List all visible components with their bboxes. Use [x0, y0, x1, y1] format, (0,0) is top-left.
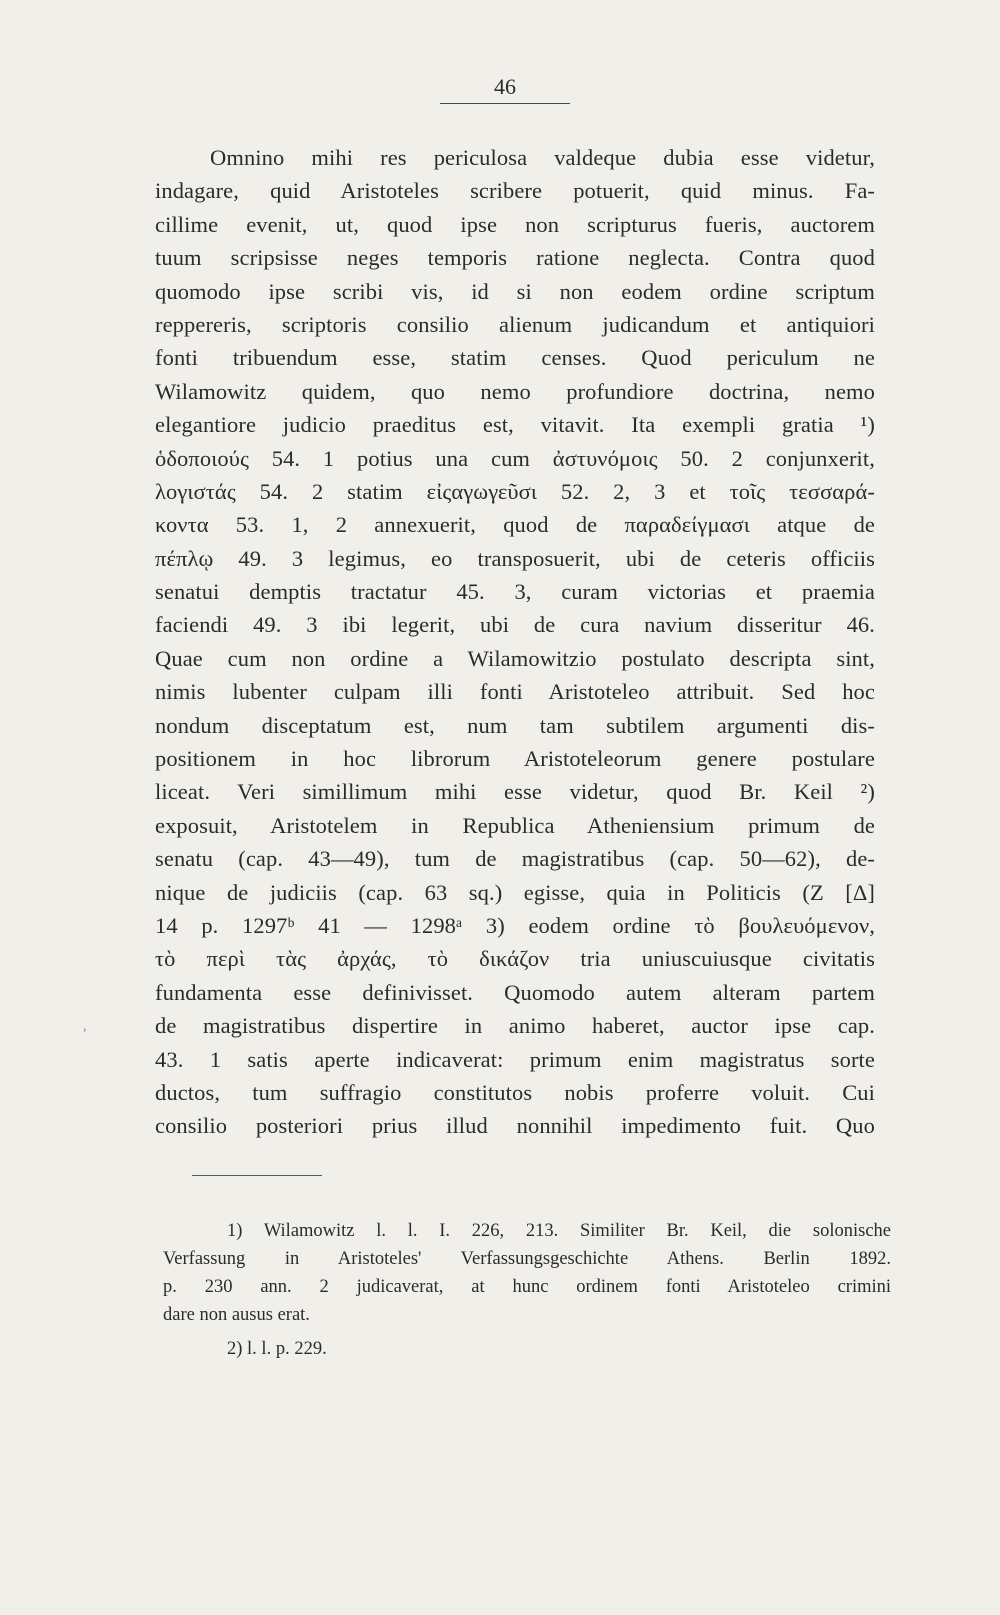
body-line: consilio posteriori prius illud nonnihil impedimento fuit. Quo: [155, 1113, 875, 1139]
page-number: 46: [494, 74, 516, 99]
body-line: nimis lubenter culpam illi fonti Aristoteleo attribuit. Sed hoc: [155, 679, 875, 705]
page-number-rule: [440, 103, 570, 104]
body-line: ὁδοποιούς 54. 1 potius una cum ἀστυνόμοις 50. 2 conjunxerit,: [155, 445, 875, 471]
margin-mark: ʾ: [82, 1027, 88, 1044]
body-line: κοντα 53. 1, 2 annexuerit, quod de παραδείγμασι atque de: [155, 512, 875, 538]
body-line: senatui demptis tractatur 45. 3, curam victorias et praemia: [155, 579, 875, 605]
body-line: elegantiore judicio praeditus est, vitavit. Ita exempli gratia ¹): [155, 412, 875, 438]
body-line: Wilamowitz quidem, quo nemo profundiore doctrina, nemo: [155, 378, 875, 404]
body-line: λογιστάς 54. 2 statim εἰςαγωγεῦσι 52. 2, 3 et τοῖς τεσσαρά-: [155, 478, 875, 504]
footnote-separator: [192, 1175, 322, 1176]
body-line: fonti tribuendum esse, statim censes. Quod periculum ne: [155, 345, 875, 371]
body-line: senatu (cap. 43—49), tum de magistratibus (cap. 50—62), de-: [155, 846, 875, 872]
footnote-1-line: dare non ausus erat.: [163, 1305, 310, 1325]
footnote-1-line: p. 230 ann. 2 judicaverat, at hunc ordinem fonti Aristoteleo crimini: [163, 1277, 891, 1297]
body-line: cillime evenit, ut, quod ipse non scripturus fueris, auctorem: [155, 211, 875, 237]
body-line: nondum disceptatum est, num tam subtilem argumenti dis-: [155, 712, 875, 738]
body-line: tuum scripsisse neges temporis ratione neglecta. Contra quod: [155, 245, 875, 271]
body-line: Quae cum non ordine a Wilamowitzio postulato descripta sint,: [155, 645, 875, 671]
body-line: 43. 1 satis aperte indicaverat: primum enim magistratus sorte: [155, 1046, 875, 1072]
body-line: de magistratibus dispertire in animo haberet, auctor ipse cap.: [155, 1013, 875, 1039]
body-line: liceat. Veri simillimum mihi esse videtur, quod Br. Keil ²): [155, 779, 875, 805]
body-paragraph: [155, 141, 875, 1143]
footnotes: [163, 1217, 891, 1363]
body-line: ductos, tum suffragio constitutos nobis proferre voluit. Cui: [155, 1079, 875, 1105]
body-line: quomodo ipse scribi vis, id si non eodem ordine scriptum: [155, 278, 875, 304]
body-line: fundamenta esse definivisset. Quomodo autem alteram partem: [155, 979, 875, 1005]
body-line: exposuit, Aristotelem in Republica Atheniensium primum de: [155, 812, 875, 838]
body-line: 14 p. 1297ᵇ 41 — 1298ᵃ 3) eodem ordine τὸ βουλευόμενον,: [155, 912, 875, 938]
body-line: nique de judiciis (cap. 63 sq.) egisse, quia in Politicis (Z [Δ]: [155, 879, 875, 905]
body-line: positionem in hoc librorum Aristoteleorum genere postulare: [155, 746, 875, 772]
body-line: faciendi 49. 3 ibi legerit, ubi de cura navium disseritur 46.: [155, 612, 875, 638]
footnote-2: 2) l. l. p. 229.: [227, 1339, 327, 1359]
body-line: Omnino mihi res periculosa valdeque dubia esse videtur,: [210, 145, 875, 170]
body-line: reppereris, scriptoris consilio alienum judicandum et antiquiori: [155, 311, 875, 337]
body-line: indagare, quid Aristoteles scribere potuerit, quid minus. Fa-: [155, 178, 875, 204]
footnote-1-line: 1) Wilamowitz l. l. I. 226, 213. Similiter Br. Keil, die solonische: [227, 1221, 891, 1241]
body-line: πέπλῳ 49. 3 legimus, eo transposuerit, ubi de ceteris officiis: [155, 545, 875, 571]
body-line: τὸ περὶ τὰς ἀρχάς, τὸ δικάζον tria uniuscuiusque civitatis: [155, 946, 875, 972]
footnote-1-line: Verfassung in Aristoteles' Verfassungsgeschichte Athens. Berlin 1892.: [163, 1249, 891, 1269]
